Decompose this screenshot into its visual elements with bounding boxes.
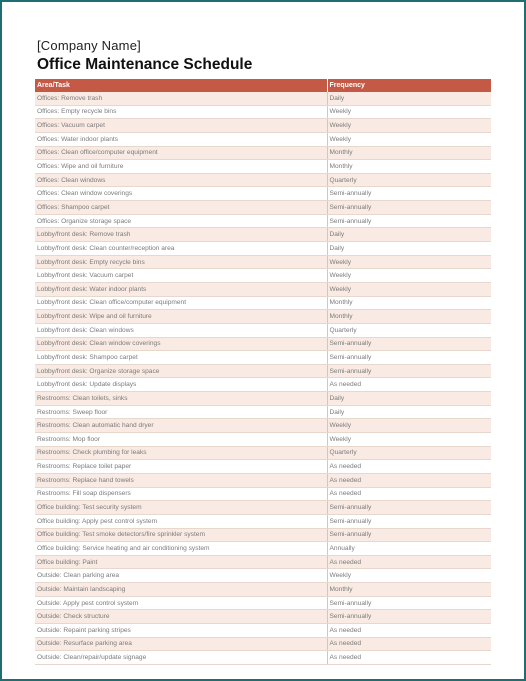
table-row[interactable] bbox=[35, 364, 491, 378]
table-row[interactable] bbox=[35, 596, 491, 610]
cell-frequency[interactable]: Daily bbox=[327, 242, 491, 256]
table-row[interactable] bbox=[35, 651, 491, 665]
maintenance-table bbox=[35, 79, 491, 665]
cell-frequency[interactable]: Weekly bbox=[327, 255, 491, 269]
table-row[interactable] bbox=[35, 501, 491, 515]
cell-frequency[interactable]: Weekly bbox=[327, 569, 491, 583]
cell-area-task[interactable]: Outside: Apply pest control system bbox=[35, 596, 327, 610]
cell-area-task[interactable]: Outside: Clean parking area bbox=[35, 569, 327, 583]
table-row[interactable] bbox=[35, 433, 491, 447]
cell-frequency[interactable]: Weekly bbox=[327, 269, 491, 283]
table-row[interactable] bbox=[35, 405, 491, 419]
cell-frequency[interactable]: As needed bbox=[327, 460, 491, 474]
cell-frequency[interactable]: Weekly bbox=[327, 132, 491, 146]
cell-area-task[interactable]: Lobby/front desk: Wipe and oil furniture bbox=[35, 310, 327, 324]
cell-area-task[interactable]: Lobby/front desk: Shampoo carpet bbox=[35, 351, 327, 365]
cell-area-task[interactable]: Outside: Maintain landscaping bbox=[35, 583, 327, 597]
table-row[interactable] bbox=[35, 337, 491, 351]
cell-area-task[interactable]: Offices: Clean windows bbox=[35, 173, 327, 187]
cell-area-task[interactable]: Restrooms: Fill soap dispensers bbox=[35, 487, 327, 501]
cell-frequency[interactable]: Weekly bbox=[327, 105, 491, 119]
cell-frequency[interactable]: Quarterly bbox=[327, 323, 491, 337]
cell-area-task[interactable]: Lobby/front desk: Clean office/computer equipment bbox=[35, 296, 327, 310]
cell-frequency[interactable]: Semi-annually bbox=[327, 351, 491, 365]
cell-frequency[interactable]: Weekly bbox=[327, 119, 491, 133]
cell-frequency[interactable]: Monthly bbox=[327, 310, 491, 324]
cell-frequency[interactable]: Daily bbox=[327, 392, 491, 406]
cell-frequency[interactable]: Daily bbox=[327, 405, 491, 419]
cell-area-task[interactable]: Office building: Paint bbox=[35, 555, 327, 569]
cell-frequency[interactable]: Semi-annually bbox=[327, 187, 491, 201]
cell-frequency[interactable]: As needed bbox=[327, 555, 491, 569]
cell-frequency[interactable]: As needed bbox=[327, 651, 491, 665]
cell-frequency[interactable]: Semi-annually bbox=[327, 201, 491, 215]
cell-frequency[interactable]: Monthly bbox=[327, 146, 491, 160]
cell-frequency[interactable]: As needed bbox=[327, 487, 491, 501]
cell-area-task[interactable]: Offices: Clean window coverings bbox=[35, 187, 327, 201]
cell-frequency[interactable]: Weekly bbox=[327, 419, 491, 433]
cell-area-task[interactable]: Office building: Service heating and air conditioning system bbox=[35, 542, 327, 556]
table-header-row bbox=[35, 79, 491, 92]
cell-frequency[interactable]: Monthly bbox=[327, 583, 491, 597]
cell-area-task[interactable]: Lobby/front desk: Organize storage space bbox=[35, 364, 327, 378]
table-row[interactable] bbox=[35, 105, 491, 119]
table-row[interactable] bbox=[35, 187, 491, 201]
table-row[interactable] bbox=[35, 473, 491, 487]
cell-frequency[interactable]: Semi-annually bbox=[327, 514, 491, 528]
cell-area-task[interactable]: Offices: Water indoor plants bbox=[35, 132, 327, 146]
table-row[interactable] bbox=[35, 583, 491, 597]
cell-area-task[interactable]: Offices: Empty recycle bins bbox=[35, 105, 327, 119]
table-row[interactable] bbox=[35, 92, 491, 105]
cell-area-task[interactable]: Office building: Apply pest control system bbox=[35, 514, 327, 528]
page-title: Office Maintenance Schedule bbox=[37, 56, 253, 73]
table-row[interactable] bbox=[35, 514, 491, 528]
column-header-frequency[interactable]: Frequency bbox=[327, 79, 491, 92]
table-row[interactable] bbox=[35, 610, 491, 624]
cell-frequency[interactable]: As needed bbox=[327, 473, 491, 487]
table-row[interactable] bbox=[35, 282, 491, 296]
cell-frequency[interactable]: As needed bbox=[327, 378, 491, 392]
table-row[interactable] bbox=[35, 446, 491, 460]
company-name: [Company Name] bbox=[37, 38, 141, 53]
table-row[interactable] bbox=[35, 173, 491, 187]
cell-frequency[interactable]: As needed bbox=[327, 623, 491, 637]
cell-area-task[interactable]: Outside: Resurface parking area bbox=[35, 637, 327, 651]
cell-area-task[interactable]: Lobby/front desk: Remove trash bbox=[35, 228, 327, 242]
table-row[interactable] bbox=[35, 460, 491, 474]
cell-frequency[interactable]: Daily bbox=[327, 92, 491, 105]
table-row[interactable] bbox=[35, 310, 491, 324]
table-row[interactable] bbox=[35, 269, 491, 283]
cell-area-task[interactable]: Offices: Vacuum carpet bbox=[35, 119, 327, 133]
table-row[interactable] bbox=[35, 542, 491, 556]
table-row[interactable] bbox=[35, 419, 491, 433]
table-row[interactable] bbox=[35, 323, 491, 337]
table-row[interactable] bbox=[35, 637, 491, 651]
cell-frequency[interactable]: Daily bbox=[327, 228, 491, 242]
cell-area-task[interactable]: Offices: Organize storage space bbox=[35, 214, 327, 228]
table-row[interactable] bbox=[35, 160, 491, 174]
table-row[interactable] bbox=[35, 119, 491, 133]
cell-area-task[interactable]: Lobby/front desk: Vacuum carpet bbox=[35, 269, 327, 283]
table-body bbox=[35, 92, 491, 664]
cell-frequency[interactable]: Monthly bbox=[327, 160, 491, 174]
cell-area-task[interactable]: Office building: Test security system bbox=[35, 501, 327, 515]
cell-area-task[interactable]: Lobby/front desk: Update displays bbox=[35, 378, 327, 392]
cell-area-task[interactable]: Lobby/front desk: Clean window coverings bbox=[35, 337, 327, 351]
table-row[interactable] bbox=[35, 146, 491, 160]
table-row[interactable] bbox=[35, 392, 491, 406]
table-row[interactable] bbox=[35, 528, 491, 542]
cell-frequency[interactable]: As needed bbox=[327, 637, 491, 651]
cell-frequency[interactable]: Semi-annually bbox=[327, 528, 491, 542]
cell-area-task[interactable]: Restrooms: Check plumbing for leaks bbox=[35, 446, 327, 460]
cell-frequency[interactable]: Semi-annually bbox=[327, 610, 491, 624]
cell-frequency[interactable]: Weekly bbox=[327, 433, 491, 447]
cell-area-task[interactable]: Restrooms: Replace hand towels bbox=[35, 473, 327, 487]
cell-frequency[interactable]: Semi-annually bbox=[327, 214, 491, 228]
table-row[interactable] bbox=[35, 228, 491, 242]
table-row[interactable] bbox=[35, 555, 491, 569]
table-row[interactable] bbox=[35, 242, 491, 256]
cell-area-task[interactable]: Lobby/front desk: Clean counter/reception area bbox=[35, 242, 327, 256]
cell-frequency[interactable]: Monthly bbox=[327, 296, 491, 310]
cell-frequency[interactable]: Semi-annually bbox=[327, 596, 491, 610]
cell-frequency[interactable]: Semi-annually bbox=[327, 337, 491, 351]
cell-area-task[interactable]: Restrooms: Clean toilets, sinks bbox=[35, 392, 327, 406]
cell-area-task[interactable]: Outside: Clean/repair/update signage bbox=[35, 651, 327, 665]
cell-area-task[interactable]: Offices: Clean office/computer equipment bbox=[35, 146, 327, 160]
cell-area-task[interactable]: Lobby/front desk: Empty recycle bins bbox=[35, 255, 327, 269]
table-row[interactable] bbox=[35, 201, 491, 215]
cell-area-task[interactable]: Restrooms: Clean automatic hand dryer bbox=[35, 419, 327, 433]
table-row[interactable] bbox=[35, 296, 491, 310]
cell-area-task[interactable]: Offices: Wipe and oil furniture bbox=[35, 160, 327, 174]
table-row[interactable] bbox=[35, 569, 491, 583]
table-row[interactable] bbox=[35, 132, 491, 146]
table-row[interactable] bbox=[35, 214, 491, 228]
column-header-area-task[interactable]: Area/Task bbox=[35, 79, 327, 92]
cell-frequency[interactable]: Quarterly bbox=[327, 446, 491, 460]
cell-area-task[interactable]: Lobby/front desk: Water indoor plants bbox=[35, 282, 327, 296]
table-row[interactable] bbox=[35, 623, 491, 637]
cell-area-task[interactable]: Outside: Repaint parking stripes bbox=[35, 623, 327, 637]
cell-area-task[interactable]: Offices: Shampoo carpet bbox=[35, 201, 327, 215]
table-row[interactable] bbox=[35, 378, 491, 392]
cell-frequency[interactable]: Semi-annually bbox=[327, 501, 491, 515]
cell-area-task[interactable]: Office building: Test smoke detectors/fire sprinkler system bbox=[35, 528, 327, 542]
table-row[interactable] bbox=[35, 255, 491, 269]
cell-frequency[interactable]: Semi-annually bbox=[327, 364, 491, 378]
cell-frequency[interactable]: Annually bbox=[327, 542, 491, 556]
cell-area-task[interactable]: Lobby/front desk: Clean windows bbox=[35, 323, 327, 337]
cell-area-task[interactable]: Restrooms: Replace toilet paper bbox=[35, 460, 327, 474]
cell-area-task[interactable]: Restrooms: Sweep floor bbox=[35, 405, 327, 419]
table-row[interactable] bbox=[35, 351, 491, 365]
cell-area-task[interactable]: Outside: Check structure bbox=[35, 610, 327, 624]
cell-frequency[interactable]: Quarterly bbox=[327, 173, 491, 187]
table-row[interactable] bbox=[35, 487, 491, 501]
cell-area-task[interactable]: Restrooms: Mop floor bbox=[35, 433, 327, 447]
cell-frequency[interactable]: Weekly bbox=[327, 282, 491, 296]
cell-area-task[interactable]: Offices: Remove trash bbox=[35, 92, 327, 105]
